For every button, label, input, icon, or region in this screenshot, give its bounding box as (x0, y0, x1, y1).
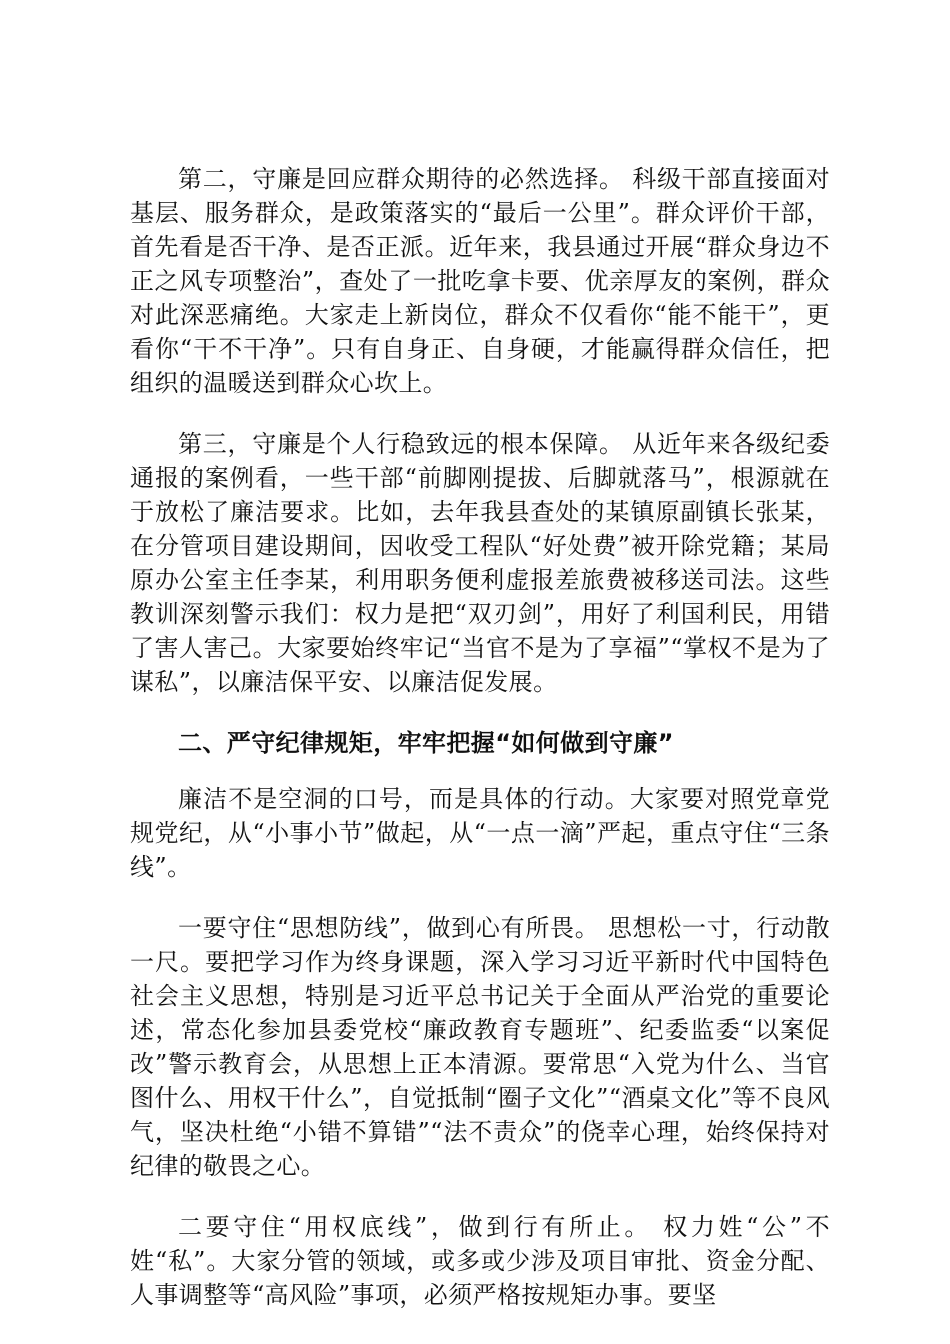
paragraph-section-intro: 廉洁不是空洞的口号，而是具体的行动。大家要对照党章党规党纪，从“小事小节”做起，从“一点一滴”严起，重点守住“三条线”。 (130, 785, 830, 881)
document-page (130, 162, 830, 1339)
paragraph-second-point: 第二，守廉是回应群众期待的必然选择。 科级干部直接面对基层、服务群众，是政策落实的“最后一公里”。群众评价干部，首先看是否干净、是否正派。近年来，我县通过开展“群众身边不正之风专项整治”，查处了一批吃拿卡要、优亲厚友的案例，群众对此深恶痛绝。大家走上新岗位，群众不仅看你“能不能干”，更看你“干不干净”。只有自身正、自身硬，才能赢得群众信任，把组织的温暖送到群众心坎上。 (130, 165, 830, 397)
paragraph-thought-defense-line: 一要守住“思想防线”，做到心有所畏。 思想松一寸，行动散一尺。要把学习作为终身课题，深入学习习近平新时代中国特色社会主义思想，特别是习近平总书记关于全面从严治党的重要论述，常态化参加县委党校“廉政教育专题班”、纪委监委“以案促改”警示教育会，从思想上正本清源。要常思“入党为什么、当官图什么、用权干什么”，自觉抵制“圈子文化”“酒桌文化”等不良风气，坚决杜绝“小错不算错”“法不责众”的侥幸心理，始终保持对纪律的敬畏之心。 (130, 914, 830, 1180)
paragraph-power-bottom-line: 二要守住“用权底线”，做到行有所止。 权力姓“公”不姓“私”。大家分管的领域，或多或少涉及项目审批、资金分配、人事调整等“高风险”事项，必须严格按规矩办事。要坚 (130, 1213, 830, 1309)
paragraph-third-point: 第三，守廉是个人行稳致远的根本保障。 从近年来各级纪委通报的案例看，一些干部“前脚刚提拔、后脚就落马”，根源就在于放松了廉洁要求。比如，去年我县查处的某镇原副镇长张某，在分管项目建设期间，因收受工程队“好处费”被开除党籍；某局原办公室主任李某，利用职务便利虚报差旅费被移送司法。这些教训深刻警示我们：权力是把“双刃剑”，用好了利国利民，用错了害人害己。大家要始终牢记“当官不是为了享福”“掌权不是为了谋私”，以廉洁保平安、以廉洁促发展。 (130, 430, 830, 696)
section-heading: 二、严守纪律规矩，牢牢把握“如何做到守廉” (178, 729, 674, 757)
